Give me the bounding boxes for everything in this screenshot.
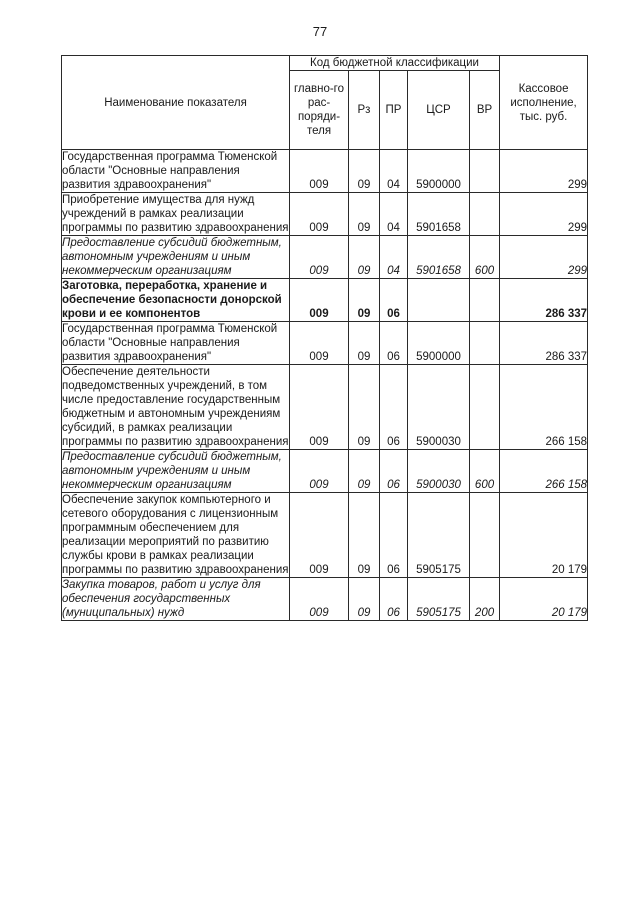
row-name: Заготовка, переработка, хранение и обеспечение безопасности донорской крови и ее компонентов (62, 279, 290, 322)
row-rz-code: 09 (349, 365, 380, 450)
row-rz-code: 09 (349, 322, 380, 365)
header-csr: ЦСР (408, 71, 470, 150)
row-sum: 299 (500, 236, 588, 279)
header-rz: Рз (349, 71, 380, 150)
row-manager-code: 009 (290, 322, 349, 365)
row-rz-code: 09 (349, 493, 380, 578)
row-vr-code: 600 (470, 450, 500, 493)
table-row (62, 236, 588, 279)
table-row (62, 365, 588, 450)
row-pr-code: 06 (380, 322, 408, 365)
row-vr-code (470, 150, 500, 193)
row-rz-code: 09 (349, 150, 380, 193)
table-row (62, 493, 588, 578)
row-csr-code: 5900030 (408, 365, 470, 450)
row-csr-code (408, 279, 470, 322)
row-manager-code: 009 (290, 578, 349, 621)
row-rz-code: 09 (349, 236, 380, 279)
row-name: Закупка товаров, работ и услуг для обеспечения государственных (муниципальных) нужд (62, 578, 290, 621)
row-sum: 286 337 (500, 279, 588, 322)
row-manager-code: 009 (290, 236, 349, 279)
row-rz-code: 09 (349, 578, 380, 621)
row-manager-code: 009 (290, 193, 349, 236)
row-sum: 299 (500, 193, 588, 236)
row-csr-code: 5905175 (408, 578, 470, 621)
row-rz-code: 09 (349, 193, 380, 236)
table-row (62, 150, 588, 193)
row-name: Предоставление субсидий бюджетным, автономным учреждениям и иным некоммерческим организациям (62, 236, 290, 279)
row-name: Приобретение имущества для нужд учреждений в рамках реализации программы по развитию здравоохранения (62, 194, 289, 234)
header-vr: ВР (470, 71, 500, 150)
row-rz-code: 09 (349, 279, 380, 322)
row-manager-code: 009 (290, 365, 349, 450)
row-pr-code: 06 (380, 493, 408, 578)
row-name: Государственная программа Тюменской области "Основные направления развития здравоохранения" (62, 150, 290, 193)
row-sum: 266 158 (500, 450, 588, 493)
row-csr-code: 5900000 (408, 322, 470, 365)
row-pr-code: 04 (380, 236, 408, 279)
row-vr-code: 200 (470, 578, 500, 621)
row-csr-code: 5900030 (408, 450, 470, 493)
row-manager-code: 009 (290, 450, 349, 493)
row-sum: 20 179 (500, 493, 588, 578)
row-rz-code: 09 (349, 450, 380, 493)
table-row (62, 193, 588, 236)
header-manager: главно-го рас-поряди-теля (290, 71, 349, 150)
header-sum: Кассовое исполнение, тыс. руб. (500, 56, 588, 150)
row-sum: 20 179 (500, 578, 588, 621)
row-pr-code: 06 (380, 450, 408, 493)
page-number: 77 (312, 24, 328, 39)
row-vr-code (470, 193, 500, 236)
header-row-top (62, 56, 588, 71)
row-manager-code: 009 (290, 279, 349, 322)
row-pr-code: 06 (380, 365, 408, 450)
row-name: Государственная программа Тюменской области "Основные направления развития здравоохранения" (62, 322, 290, 365)
row-pr-code: 04 (380, 150, 408, 193)
row-pr-code: 06 (380, 279, 408, 322)
row-pr-code: 04 (380, 193, 408, 236)
table-row (62, 279, 588, 322)
row-vr-code (470, 365, 500, 450)
row-manager-code: 009 (290, 150, 349, 193)
row-sum: 299 (500, 150, 588, 193)
row-vr-code (470, 322, 500, 365)
table-body (62, 150, 588, 621)
row-vr-code: 600 (470, 236, 500, 279)
row-vr-code (470, 279, 500, 322)
row-manager-code: 009 (290, 493, 349, 578)
row-csr-code: 5901658 (408, 236, 470, 279)
row-vr-code (470, 493, 500, 578)
row-name: Обеспечение закупок компьютерного и сетевого оборудования с лицензионным программным обеспечением для реализации мероприятий по развитию службы крови в рамках реализации программы по развитию здравоохранения (62, 494, 289, 576)
budget-table (61, 55, 588, 621)
header-pr: ПР (380, 71, 408, 150)
table-row (62, 450, 588, 493)
table-row (62, 578, 588, 621)
row-sum: 286 337 (500, 322, 588, 365)
row-pr-code: 06 (380, 578, 408, 621)
row-csr-code: 5900000 (408, 150, 470, 193)
row-csr-code: 5901658 (408, 193, 470, 236)
row-name: Предоставление субсидий бюджетным, автономным учреждениям и иным некоммерческим организациям (62, 450, 290, 493)
header-name: Наименование показателя (62, 56, 290, 150)
row-sum: 266 158 (500, 365, 588, 450)
row-csr-code: 5905175 (408, 493, 470, 578)
table-row (62, 322, 588, 365)
header-code-group: Код бюджетной классификации (290, 56, 500, 71)
row-name: Обеспечение деятельности подведомственных учреждений, в том числе предоставление государственным бюджетным и автономным учреждениям субсидий, в рамках реализации программы по развитию здравоохранения (62, 366, 289, 448)
